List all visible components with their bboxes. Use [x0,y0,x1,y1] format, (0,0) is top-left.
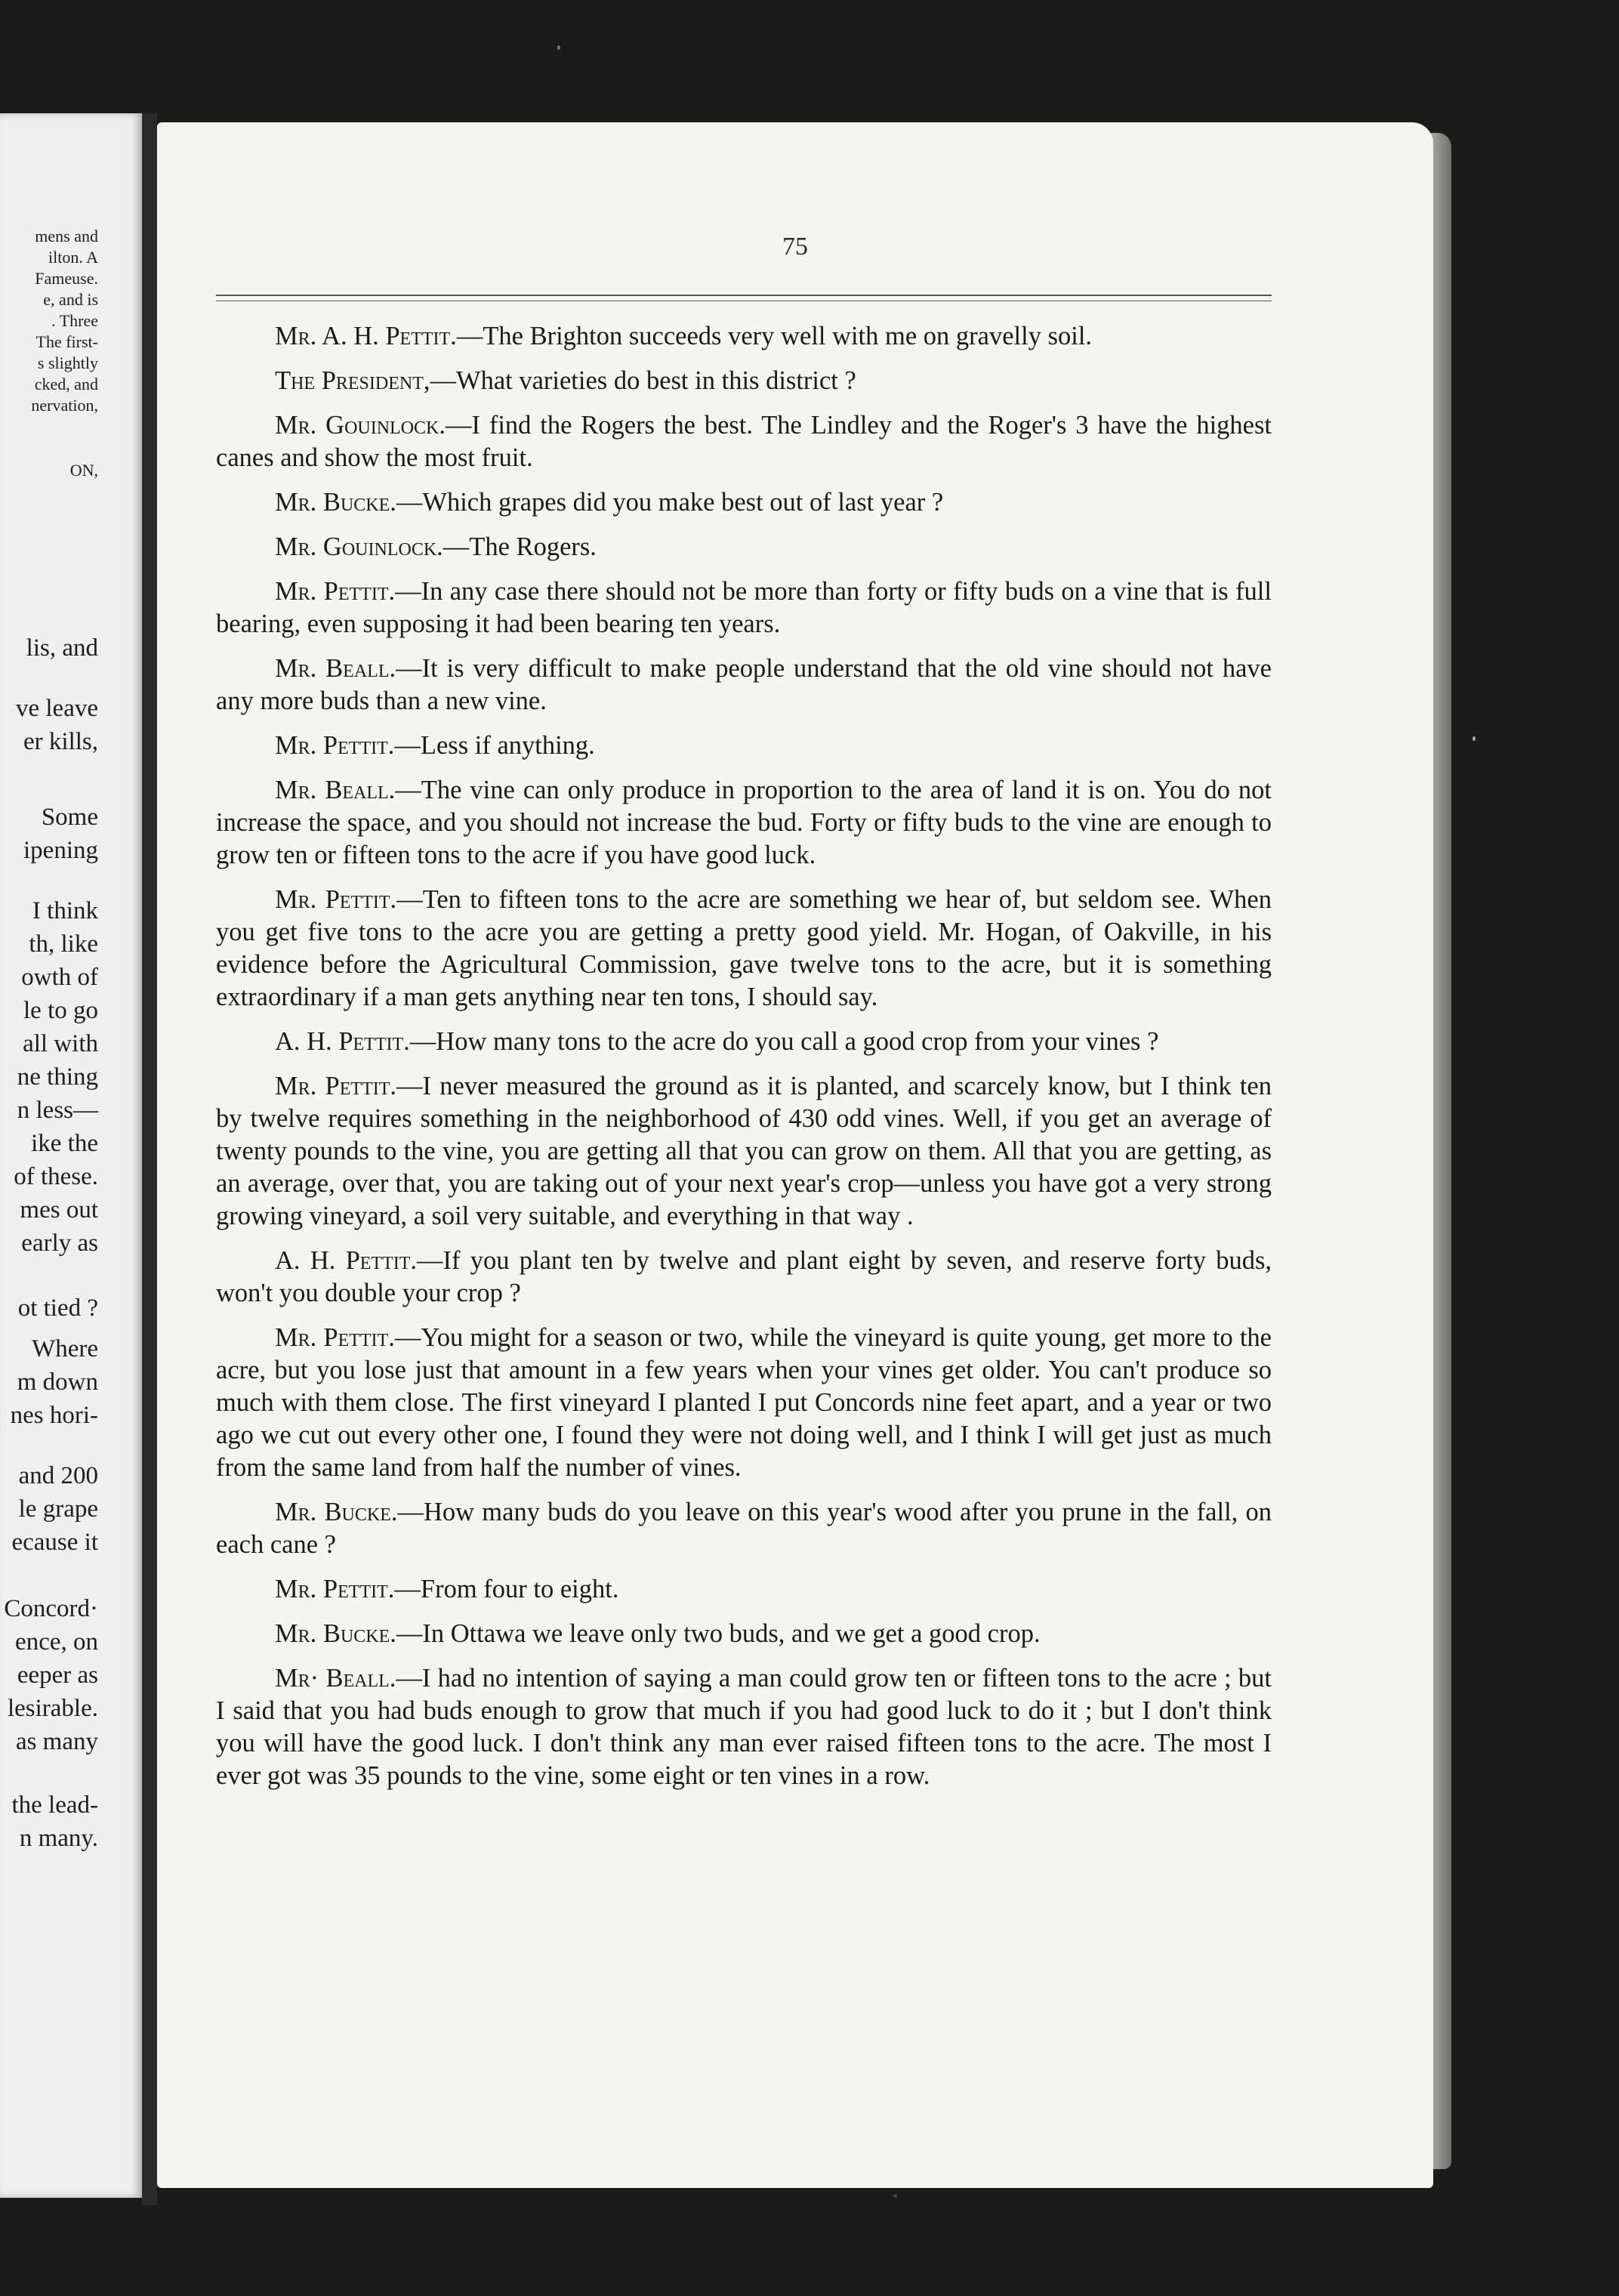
dialogue-paragraph [216,1573,1272,1606]
facing-page-line: as many [15,1728,98,1755]
facing-page-line: Concord· [4,1595,98,1622]
paragraph-text: —It is very difficult to make people understand that the old vine should not have any more buds than a new vine. [216,654,1272,715]
facing-page-line: n less— [17,1097,98,1124]
speaker-name: Mr· Beall. [275,1664,396,1693]
paragraph-text: .—In any case there should not be more than forty or fifty buds on a vine that is full bearing, even supposing it had been bearing ten years. [216,577,1272,638]
speaker-name: Mr. A. H. Pettit. [275,322,457,350]
scan-speck [893,2194,897,2198]
facing-page-line: mes out [20,1196,98,1224]
facing-page-line: ON, [69,461,98,480]
facing-page-line: eeper as [17,1662,98,1689]
facing-page-line: ence, on [15,1628,98,1656]
dialogue-paragraph [216,409,1272,474]
paragraph-text: —The Rogers. [443,532,597,561]
facing-page-line: the lead- [11,1791,98,1819]
book-gutter [142,113,157,2205]
paragraph-text: —Which grapes did you make best out of last year ? [396,488,944,517]
dialogue-paragraph [216,774,1272,872]
dialogue-paragraph [216,1322,1272,1484]
facing-page-line: mens and [35,227,98,245]
dialogue-paragraph [216,1026,1272,1058]
facing-page-line: m down [17,1369,98,1396]
facing-page-line: . Three [51,311,98,330]
paragraph-text: —Less if anything. [394,731,595,760]
speaker-name: Mr. Pettit. [275,1323,395,1352]
page-body [216,320,1272,1804]
speaker-name: A. H. Pettit. [275,1246,418,1275]
facing-page-line: e, and is [43,290,98,309]
paragraph-text: —How many buds do you leave on this year's wood after you prune in the fall, on each cane ? [216,1498,1272,1559]
speaker-name: Mr. Bucke. [275,1498,398,1526]
facing-page-line: cked, and [34,375,98,393]
dialogue-paragraph [216,653,1272,718]
speaker-name: The President, [275,366,430,395]
dialogue-paragraph [216,365,1272,397]
scan-speck [1473,736,1476,741]
dialogue-paragraph [216,1618,1272,1650]
dialogue-paragraph [216,730,1272,762]
paragraph-text: —You might for a season or two, while the vineyard is quite young, get more to the acre, but you lose just that amount in a few years when your vines get older. You can't produce so much with them close. The first vineyard I planted I put Concords nine feet apart, and a year or two ago we cut out every other one, I found they were not doing well, and I think I will get just as much from the same land from half the number of vines. [216,1323,1272,1482]
speaker-name: Mr. Bucke. [275,1619,396,1648]
facing-page-line: lis, and [26,634,98,662]
facing-page-line: of these. [14,1163,98,1190]
facing-page-line: lesirable. [7,1695,98,1722]
book-page [157,122,1433,2188]
paragraph-text: —If you plant ten by twelve and plant eight by seven, and reserve forty buds, won't you double your crop ? [216,1246,1272,1307]
speaker-name: Mr. Pettit. [275,1575,395,1603]
facing-page-line: ilton. A [48,248,98,267]
facing-page-line: ve leave [15,695,98,722]
facing-page-line: and 200 [18,1462,98,1489]
speaker-name: Mr. Bucke. [275,488,396,517]
speaker-name: Mr. Pettit. [275,731,395,760]
dialogue-paragraph [216,320,1272,353]
paragraph-text: —Ten to fifteen tons to the acre are something we hear of, but seldom see. When you get five tons to the acre you are getting a pretty good yield. Mr. Hogan, of Oakville, in his evidence before the Agricultural Commission, gave twelve tons to the acre, but it is something extraordinary if a man gets anything near ten tons, I should say. [216,885,1272,1011]
dialogue-paragraph [216,884,1272,1014]
paragraph-text: —How many tons to the acre do you call a good crop from your vines ? [409,1027,1159,1056]
dialogue-paragraph [216,576,1272,640]
facing-page-line: n many. [19,1825,98,1852]
facing-page-line: Where [32,1335,98,1362]
facing-page-line: ike the [31,1130,98,1157]
speaker-name: Mr. Pettit [275,577,389,606]
facing-page-line: early as [21,1230,98,1257]
dialogue-paragraph [216,1662,1272,1792]
facing-page-line: le grape [18,1495,98,1523]
scan-speck [557,45,560,50]
dialogue-paragraph [216,1245,1272,1310]
dialogue-paragraph [216,1496,1272,1561]
speaker-name: Mr. Gouinlock. [275,411,446,440]
facing-page-line: le to go [23,997,98,1024]
speaker-name: Mr. Gouinlock. [275,532,443,561]
facing-page-line: th, like [29,930,98,958]
header-rule-top [216,295,1272,296]
speaker-name: Mr. Beall. [275,776,396,804]
paragraph-text: —What varieties do best in this district ? [430,366,856,395]
paragraph-text: —I never measured the ground as it is planted, and scarcely know, but I think ten by twelve requires something in the neighborhood of 430 odd vines. Well, if you get an average of twenty pounds to the vine, you are getting all that you can grow on them. All that you are getting, as an average, over that, you are taking out of your next year's crop—unless you have got a very strong growing vineyard, a soil very suitable, and everything in that way . [216,1072,1272,1230]
speaker-name: Mr. Pettit. [275,885,397,914]
paragraph-text: —In Ottawa we leave only two buds, and we get a good crop. [396,1619,1041,1648]
page-number: 75 [782,233,808,261]
facing-page-line: ipening [23,837,98,864]
facing-page-line: er kills, [23,728,98,755]
facing-page-line: all with [23,1030,98,1057]
dialogue-paragraph [216,1070,1272,1233]
paragraph-text: —The vine can only produce in proportion to the area of land it is on. You do not increase the space, and you should not increase the bud. Forty or fifty buds to the vine are enough to grow ten or fifteen tons to the acre if you have good luck. [216,776,1272,869]
dialogue-paragraph [216,486,1272,519]
facing-page-fragment [0,113,142,2198]
facing-page-line: ecause it [11,1529,98,1556]
paragraph-text: —From four to eight. [394,1575,619,1603]
facing-page-line: The first- [35,332,98,351]
facing-page-line: I think [32,897,98,924]
facing-page-line: nes hori- [10,1402,98,1429]
facing-page-line: nervation, [31,396,98,415]
facing-page-line: s slightly [37,353,98,372]
facing-page-line: ne thing [17,1063,98,1091]
facing-page-line: Fameuse. [35,269,98,288]
dialogue-paragraph [216,531,1272,563]
facing-page-line: Some [41,804,98,831]
facing-page-line: owth of [21,964,98,991]
speaker-name: Mr. Beall. [275,654,396,683]
facing-page-line: ot tied ? [17,1295,98,1322]
speaker-name: Mr. Pettit. [275,1072,397,1100]
paragraph-text: —I had no intention of saying a man could grow ten or fifteen tons to the acre ; but I said that you had buds enough to grow that much if you had good luck to do it ; but I don't think you will have the good luck. I don't think any man ever raised fifteen tons to the acre. The most I ever got was 35 pounds to the vine, some eight or ten vines in a row. [216,1664,1272,1790]
paragraph-text: —The Brighton succeeds very well with me on gravelly soil. [456,322,1093,350]
speaker-name: A. H. Pettit. [275,1027,410,1056]
paragraph-text: —I find the Rogers the best. The Lindley and the Roger's 3 have the highest canes and show the most fruit. [216,411,1272,472]
